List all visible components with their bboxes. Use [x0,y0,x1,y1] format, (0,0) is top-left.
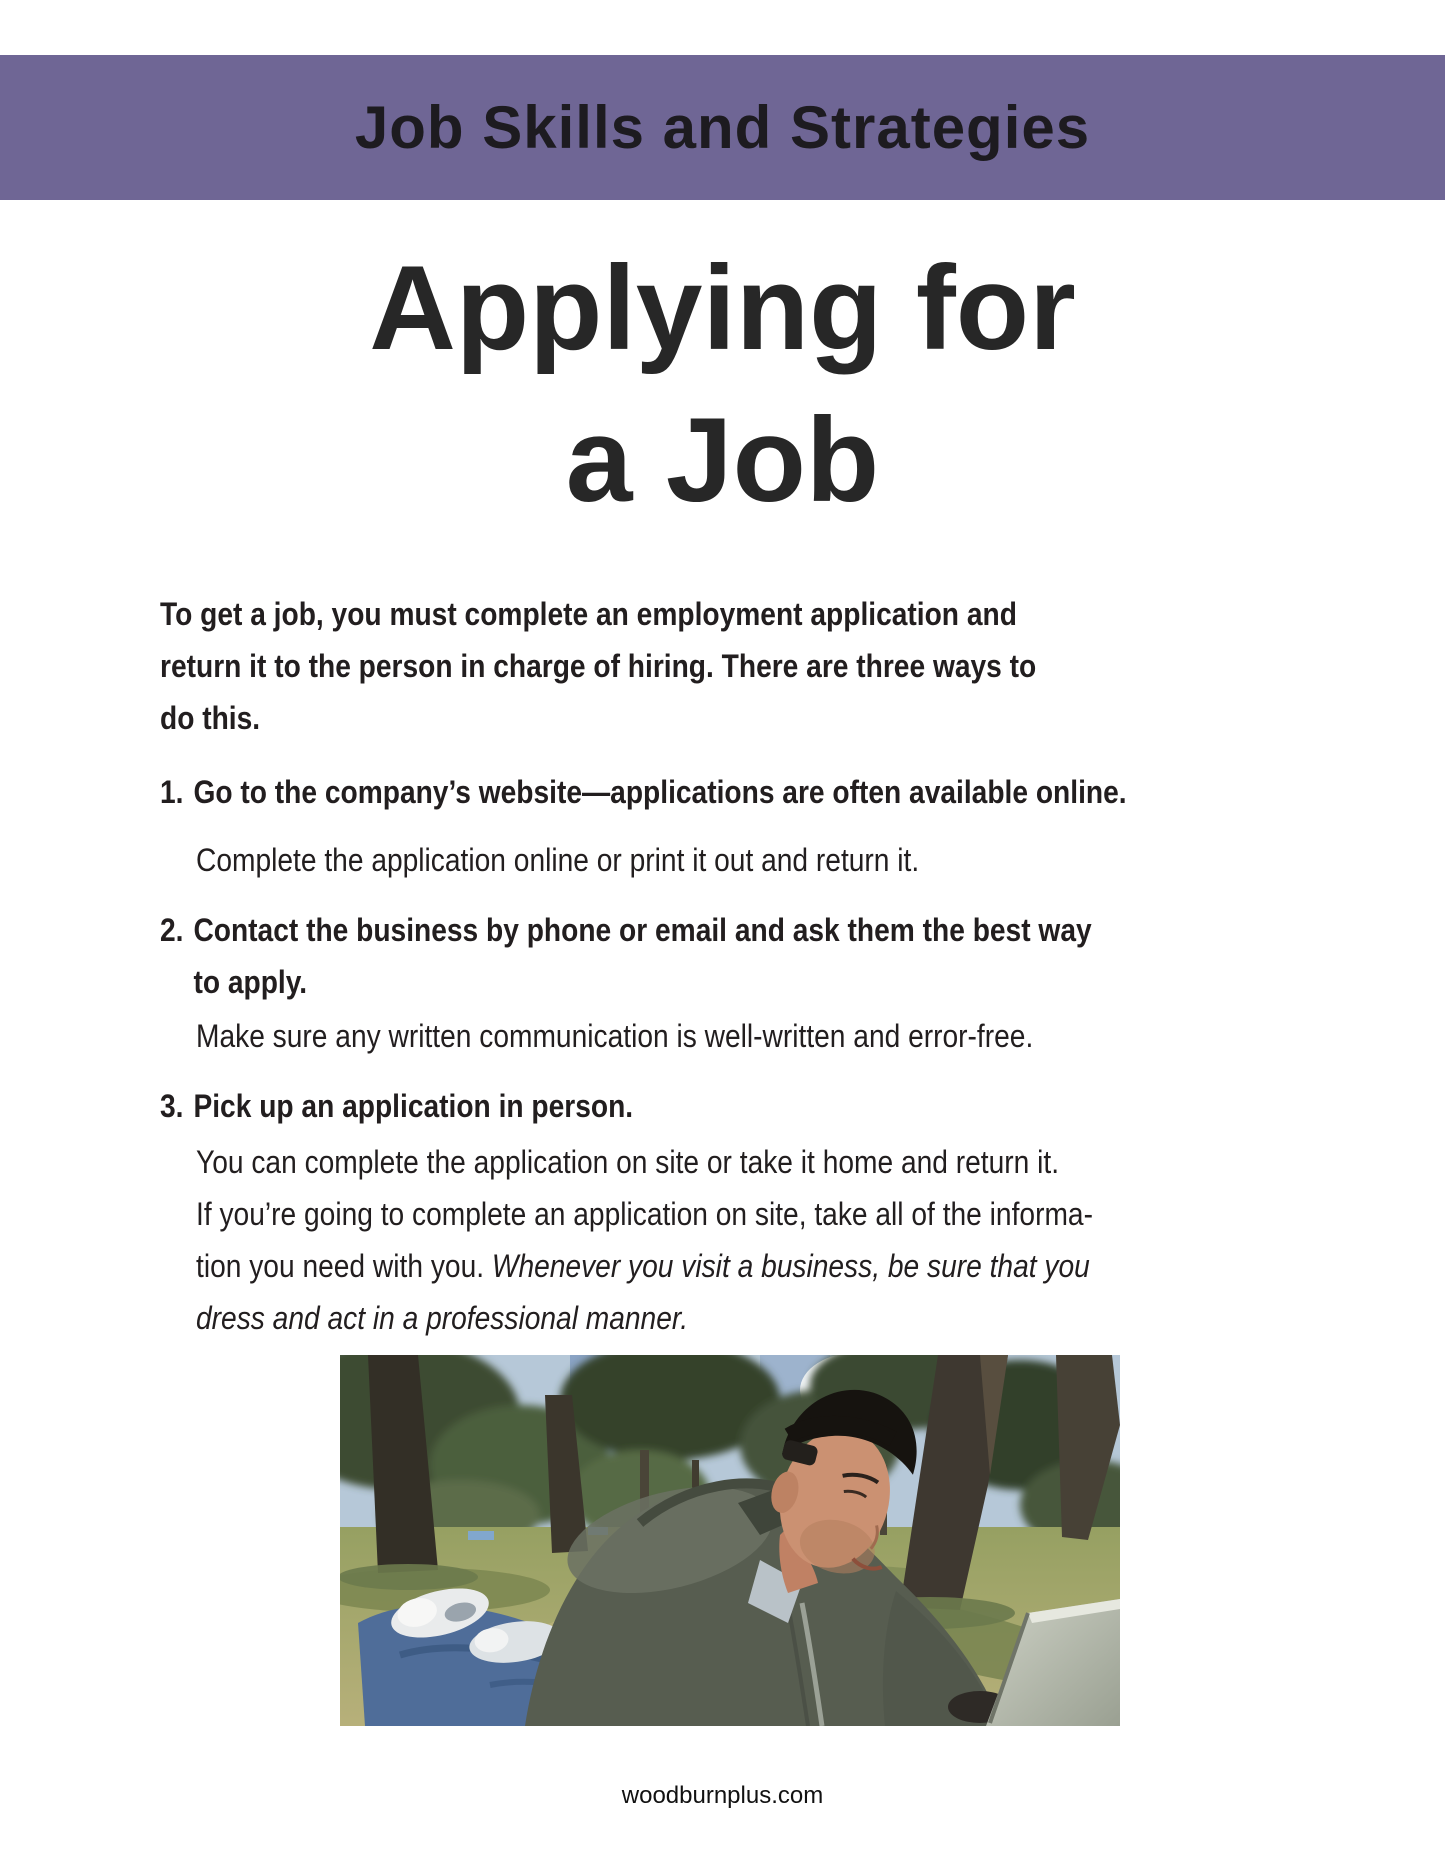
list-item-1-detail: Complete the application online or print it out and return it. [196,842,920,878]
list-number-3: 3. [160,1088,184,1124]
detail-line [196,1240,1093,1292]
detail-italic: Whenever you visit a business, be sure that you [491,1248,1090,1284]
list-item-1-heading [160,766,1127,818]
list-item-2-detail: Make sure any written communication is well-written and error-free. [196,1018,1034,1054]
intro-line: return it to the person in charge of hiring. There are three ways to [160,648,1037,684]
intro-line: do this. [160,700,261,736]
footer-url: woodburnplus.com [621,1782,824,1809]
list-heading-2 [193,904,1091,1008]
page-title-line2: a Job [565,393,880,527]
detail-line [196,1292,1093,1344]
list-heading-1: Go to the company’s website—applications are often available online. [193,774,1127,810]
detail-line: If you’re going to complete an application on site, take all of the informa- [196,1196,1093,1232]
list-item-2-heading [160,904,1092,1008]
detail-regular: tion you need with you. [196,1248,492,1284]
page-title [0,232,1445,536]
park-photo-illustration [340,1355,1120,1726]
intro-paragraph [160,588,1036,744]
list-number-1: 1. [160,774,184,810]
detail-line: You can complete the application on site or take it home and return it. [196,1144,1060,1180]
list-heading-2-line2: to apply. [193,964,308,1000]
list-heading-3: Pick up an application in person. [193,1088,634,1124]
banner-title: Job Skills and Strategies [354,94,1091,161]
list-heading-2-line1: Contact the business by phone or email and ask them the best way [193,912,1092,948]
footer [0,1782,1445,1810]
list-item-3-heading [160,1080,633,1132]
park-photo [340,1355,1120,1726]
list-item-3-detail [196,1136,1093,1344]
detail-italic: dress and act in a professional manner. [196,1300,689,1336]
list-number-2: 2. [160,912,184,948]
intro-line: To get a job, you must complete an employment application and [160,596,1017,632]
banner [0,55,1445,200]
page-title-line1: Applying for [369,241,1076,375]
